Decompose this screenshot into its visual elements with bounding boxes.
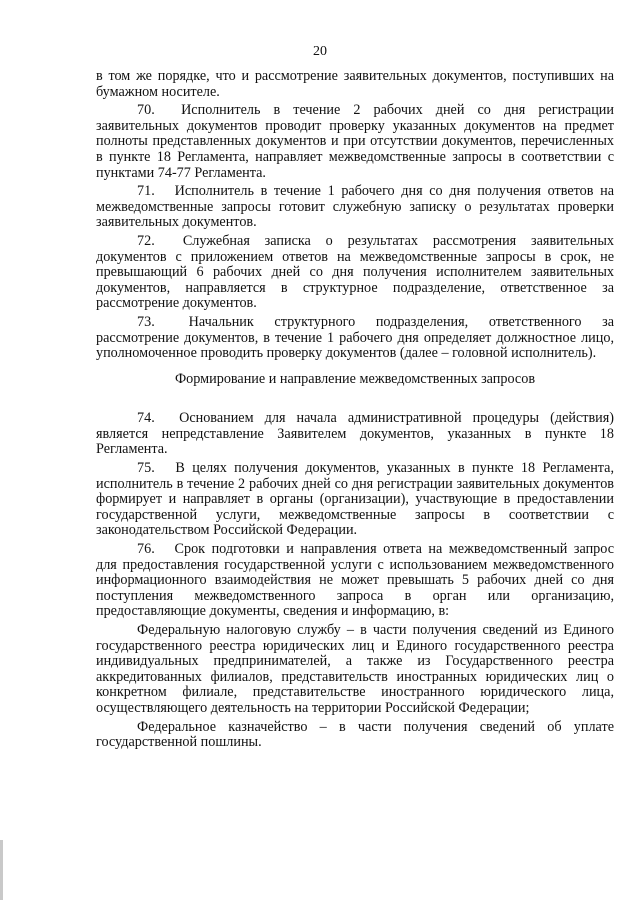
section-heading: Формирование и направление межведомственных запросов: [174, 370, 536, 387]
paragraph-number: 74.: [137, 410, 155, 427]
paragraph-number: 76.: [137, 541, 155, 558]
paragraph-number: 72.: [137, 232, 155, 249]
paragraph-text: В целях получения документов, указанных в пункте 18 Регламента, исполнитель в течение 2 рабочих дней со дня регистрации заявительных документов формирует и направляет в органы (организации), участвующие в предоставлении государственной услуги, межведомственные запросы в соответствии с законодательством Российской Федерации.: [96, 460, 614, 539]
paragraph: [96, 184, 614, 231]
paragraph: [96, 103, 614, 181]
paragraph-text: Исполнитель в течение 2 рабочих дней со дня регистрации заявительных документов проводит проверку указанных документов на предмет полноты представленных документов и при отсутствии документов, перечисленных в пункте 18 Регламента, направляет межведомственные запросы в соответствии с пунктами 74-77 Регламента.: [96, 102, 614, 181]
paragraph: [96, 720, 614, 751]
page-number: 20: [313, 44, 327, 59]
paragraph-number: 71.: [137, 183, 155, 200]
paragraph: [96, 461, 614, 539]
paragraphs-after-heading: [96, 411, 614, 750]
paragraph-text: Исполнитель в течение 1 рабочего дня со дня получения ответов на межведомственные запросы готовит служебную записку о результатах проверки заявительных документов.: [96, 183, 614, 231]
paragraph-number: 75.: [137, 460, 155, 477]
paragraph-text: Основанием для начала административной процедуры (действия) является непредставление Заявителем документов, указанных в пункте 18 Регламента.: [96, 410, 615, 458]
paragraph: [96, 542, 614, 620]
paragraph-number: 70.: [137, 102, 155, 119]
paragraph: [96, 69, 614, 100]
paragraph-text: Срок подготовки и направления ответа на межведомственный запрос для предоставления государственной услуги с использованием межведомственного информационного взаимодействия не может превышать 5 рабочих дней со дня поступления межведомственного запроса в орган или организацию, предоставляющие документы, сведения и информацию, в:: [96, 541, 615, 620]
paragraph: [96, 315, 614, 362]
paragraph: [96, 623, 614, 717]
paragraph-number: 73.: [137, 313, 155, 330]
scan-edge-shadow: [0, 840, 3, 900]
paragraph: [96, 411, 614, 458]
paragraph-text: в том же порядке, что и рассмотрение заявительных документов, поступивших на бумажном носителе.: [96, 68, 614, 100]
document-body: [96, 69, 614, 754]
paragraph-text: Начальник структурного подразделения, ответственного за рассмотрение документов, в течение 1 рабочего дня определяет должностное лицо, уполномоченное проводить проверку документов (далее – головной исполнитель).: [96, 313, 614, 362]
paragraph-text: Служебная записка о результатах рассмотрения заявительных документов с приложением ответов на межведомственные запросы в срок, не превышающий 6 рабочих дней со дня получения исполнителем заявительных документов, направляется в структурное подразделение, ответственное за рассмотрение документов.: [96, 232, 615, 312]
paragraph-text: Федеральное казначейство – в части получения сведений об уплате государственной пошлины.: [96, 718, 614, 751]
paragraph-text: Федеральную налоговую службу – в части получения сведений из Единого государственного реестра юридических лиц и Единого государственного реестра индивидуальных предпринимателей, а также из Государственного реестра аккредитованных филиалов, представительств иностранных юридических лиц о конкретном филиале, представительстве иностранного юридического лица, осуществляющего деятельность на территории Российской Федерации;: [96, 622, 614, 716]
paragraphs-before-heading: [96, 69, 614, 362]
paragraph: [96, 234, 614, 312]
